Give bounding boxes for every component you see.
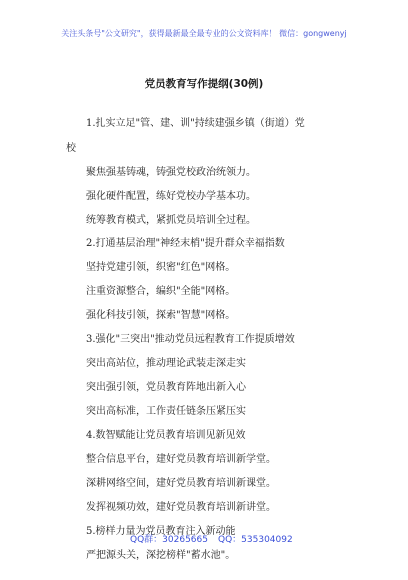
section-heading: 2.打通基层治理"神经末梢"提升群众幸福指数	[86, 238, 285, 249]
paragraph-line: 突出高标准，工作责任链条压紧压实	[86, 406, 246, 417]
paragraph-line: 严把源头关，深挖榜样"蓄水池"。	[86, 550, 236, 561]
section-heading-continuation: 校	[66, 143, 76, 154]
paragraph-line: 聚焦强基铸魂，铸强党校政治统领力。	[86, 167, 256, 178]
section-heading: 1.扎实立足"管、建、训"持续建强乡镇（街道）党	[86, 118, 305, 129]
footer-qq-group: QQ群：30265665	[130, 535, 208, 545]
footer-qq: QQ：535304092	[218, 535, 293, 545]
paragraph-line: 突出高站位，推动理论武装走深走实	[86, 358, 246, 369]
header-note: 关注头条号"公文研究"，获得最新最全最专业的公文资料库！ 微信：gongwenyj	[61, 29, 347, 38]
paragraph-line: 发挥视频功效，建好党员教育培训新讲堂。	[86, 502, 276, 513]
section-heading: 5.榜样力量为党员教育注入新动能	[86, 526, 236, 537]
paragraph-line: 统筹教育模式，紧抓党员培训全过程。	[86, 215, 256, 226]
paragraph-line: 坚持党建引领，织密"红色"网格。	[86, 262, 236, 273]
paragraph-line: 深耕网络空间，建好党员教育培训新课堂。	[86, 478, 276, 489]
footer-contact	[0, 532, 408, 546]
paragraph-line: 突出强引领，党员教育阵地出新入心	[86, 382, 246, 393]
paragraph-line: 强化硬件配置，练好党校办学基本功。	[86, 191, 256, 202]
section-heading: 3.强化"三突出"推动党员远程教育工作提质增效	[86, 334, 295, 345]
document-title: 党员教育写作提纲(30例)	[144, 78, 264, 90]
paragraph-line: 注重资源整合，编织"全能"网格。	[86, 286, 236, 297]
paragraph-line: 整合信息平台，建好党员教育培训新学堂。	[86, 454, 276, 465]
paragraph-line: 强化科技引领，探索"智慧"网格。	[86, 310, 236, 321]
section-heading: 4.数智赋能让党员教育培训见新见效	[86, 430, 246, 441]
